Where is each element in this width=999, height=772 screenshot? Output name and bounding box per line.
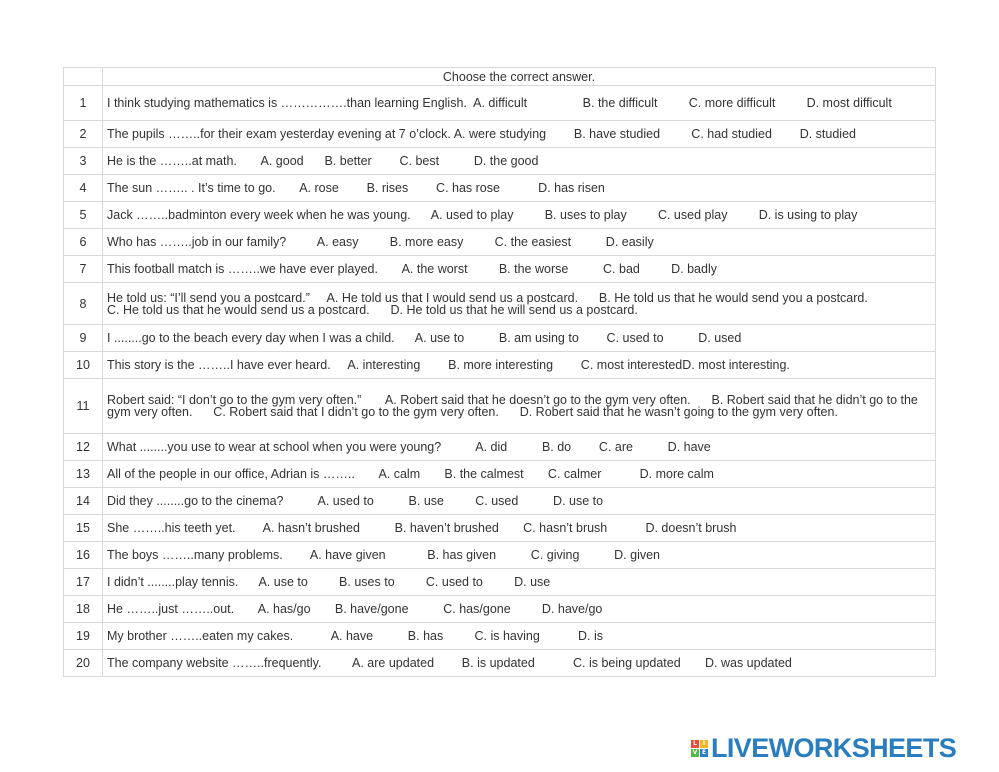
question-row [64, 488, 936, 515]
question-text: The company website ……..frequently. A. are updated B. is updated C. is being updated D. was updated [103, 650, 936, 677]
question-row [64, 596, 936, 623]
question-number: 13 [64, 461, 103, 488]
question-number: 4 [64, 175, 103, 202]
question-row [64, 650, 936, 677]
question-row [64, 569, 936, 596]
question-text: The pupils ……..for their exam yesterday evening at 7 o’clock. A. were studying B. have studied C. had studied D. studied [103, 121, 936, 148]
question-number: 18 [64, 596, 103, 623]
question-number: 11 [64, 379, 103, 434]
logo-text: LIVEWORKSHEETS [711, 732, 957, 763]
table-header-row [64, 68, 936, 86]
question-row [64, 542, 936, 569]
question-number: 5 [64, 202, 103, 229]
header-number-cell [64, 68, 103, 86]
question-row [64, 352, 936, 379]
question-text: Did they ........go to the cinema? A. used to B. use C. used D. use to [103, 488, 936, 515]
question-row [64, 148, 936, 175]
logo-mark-icon [691, 740, 708, 757]
question-number: 2 [64, 121, 103, 148]
question-row [64, 283, 936, 325]
question-number: 14 [64, 488, 103, 515]
question-row [64, 229, 936, 256]
question-text: She ……..his teeth yet. A. hasn’t brushed B. haven’t brushed C. hasn’t brush D. doesn’t brush [103, 515, 936, 542]
question-row [64, 623, 936, 650]
question-number: 17 [64, 569, 103, 596]
question-number: 12 [64, 434, 103, 461]
question-text: This football match is ……..we have ever played. A. the worst B. the worse C. bad D. badly [103, 256, 936, 283]
question-number: 9 [64, 325, 103, 352]
question-number: 19 [64, 623, 103, 650]
question-number: 8 [64, 283, 103, 325]
question-row [64, 434, 936, 461]
question-text: What ........you use to wear at school when you were young? A. did B. do C. are D. have [103, 434, 936, 461]
question-row [64, 202, 936, 229]
question-row [64, 379, 936, 434]
question-number: 7 [64, 256, 103, 283]
question-row [64, 86, 936, 121]
question-text: He ……..just ……..out. A. has/go B. have/gone C. has/gone D. have/go [103, 596, 936, 623]
question-row [64, 325, 936, 352]
question-number: 3 [64, 148, 103, 175]
question-number: 16 [64, 542, 103, 569]
question-text: He told us: “I’ll send you a postcard.” A. He told us that I would send us a postcard. B. He told us that he would send you a postcard. C. He told us that he would send us a postcard. D. He told us that he will send us a postcard. [103, 283, 936, 325]
question-text: He is the ……..at math. A. good B. better C. best D. the good [103, 148, 936, 175]
question-number: 10 [64, 352, 103, 379]
question-number: 1 [64, 86, 103, 121]
question-text: My brother ……..eaten my cakes. A. have B. has C. is having D. is [103, 623, 936, 650]
question-number: 20 [64, 650, 103, 677]
question-text: Robert said: “I don’t go to the gym very often.” A. Robert said that he doesn’t go to the gym very often. B. Robert said that he didn’t go to the gym very often. C. Robert said that I didn’t go to the gym very often. D. Robert said that he wasn’t going to the gym very often. [103, 379, 936, 434]
question-row [64, 256, 936, 283]
exercise-table [63, 67, 936, 677]
question-row [64, 461, 936, 488]
question-row [64, 515, 936, 542]
question-text: All of the people in our office, Adrian is …….. A. calm B. the calmest C. calmer D. more calm [103, 461, 936, 488]
question-row [64, 175, 936, 202]
logo-mark-letter: I [700, 740, 708, 748]
question-text: Jack ……..badminton every week when he was young. A. used to play B. uses to play C. used play D. is using to play [103, 202, 936, 229]
question-row [64, 121, 936, 148]
instruction: Choose the correct answer. [103, 68, 936, 86]
question-text: I ........go to the beach every day when I was a child. A. use to B. am using to C. used to D. used [103, 325, 936, 352]
question-text: The boys ……..many problems. A. have given B. has given C. giving D. given [103, 542, 936, 569]
question-text: Who has ……..job in our family? A. easy B. more easy C. the easiest D. easily [103, 229, 936, 256]
liveworksheets-logo[interactable] [691, 733, 956, 763]
question-text: I didn’t ........play tennis. A. use to B. uses to C. used to D. use [103, 569, 936, 596]
question-text: I think studying mathematics is …………….than learning English. A. difficult B. the difficult C. more difficult D. most difficult [103, 86, 936, 121]
logo-mark-letter: L [691, 740, 699, 748]
logo-mark-letter: V [692, 748, 698, 756]
question-number: 15 [64, 515, 103, 542]
question-number: 6 [64, 229, 103, 256]
logo-mark-letter: E [701, 748, 707, 756]
question-text: This story is the ……..I have ever heard. A. interesting B. more interesting C. most interestedD. most interesting. [103, 352, 936, 379]
question-text: The sun …….. . It’s time to go. A. rose B. rises C. has rose D. has risen [103, 175, 936, 202]
